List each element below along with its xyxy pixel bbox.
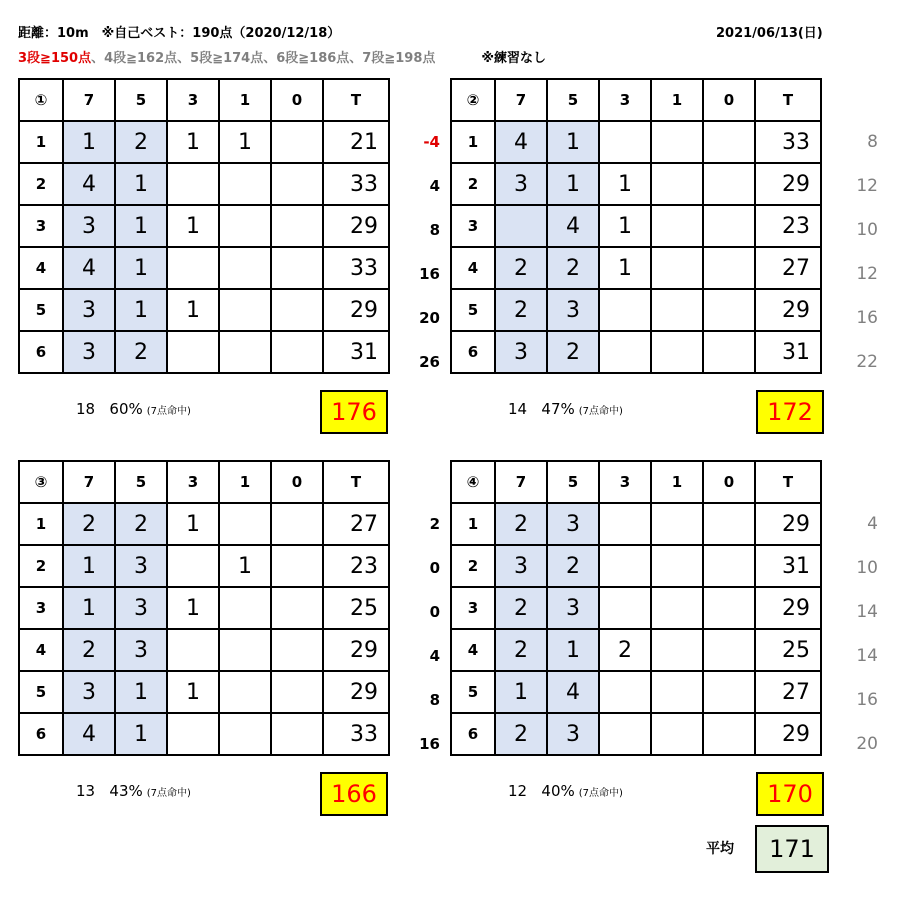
count-1 [651, 163, 703, 205]
count-1 [651, 289, 703, 331]
table-row [451, 629, 821, 671]
row-total: 29 [323, 289, 389, 331]
row-number: 4 [19, 629, 63, 671]
count-1: 1 [219, 545, 271, 587]
row-total: 25 [755, 629, 821, 671]
col-header-7: 7 [63, 461, 115, 503]
average-value: 171 [755, 825, 829, 873]
count-3 [167, 713, 219, 755]
table-row [19, 713, 389, 755]
hit-percent: 60% [109, 400, 143, 418]
count-0 [703, 629, 755, 671]
row-number: 3 [451, 587, 495, 629]
table-row [19, 205, 389, 247]
round-4-total: 170 [756, 772, 824, 816]
count-0 [703, 163, 755, 205]
row-number: 4 [451, 629, 495, 671]
round-1-table [18, 78, 390, 374]
count-3: 1 [167, 121, 219, 163]
row-number: 5 [451, 671, 495, 713]
count-5: 3 [115, 587, 167, 629]
row-total: 29 [755, 163, 821, 205]
count-7: 2 [495, 289, 547, 331]
row-number: 1 [19, 503, 63, 545]
diff-value: 8 [867, 132, 878, 152]
count-5: 1 [115, 671, 167, 713]
round-2-stats [508, 400, 623, 418]
count-1 [219, 247, 271, 289]
row-total: 29 [323, 671, 389, 713]
diff-value: 16 [419, 265, 440, 283]
row-total: 31 [755, 545, 821, 587]
count-7: 2 [495, 629, 547, 671]
count-5: 3 [547, 503, 599, 545]
count-7: 2 [495, 587, 547, 629]
row-total: 27 [755, 247, 821, 289]
count-0 [271, 121, 323, 163]
row-total: 33 [323, 163, 389, 205]
table-row [451, 121, 821, 163]
row-number: 1 [451, 503, 495, 545]
count-1 [219, 289, 271, 331]
count-0 [703, 671, 755, 713]
hit-note: (7点命中) [146, 788, 191, 799]
table-row [451, 331, 821, 373]
row-number: 2 [451, 163, 495, 205]
col-header-7: 7 [63, 79, 115, 121]
count-1 [219, 713, 271, 755]
row-number: 6 [19, 331, 63, 373]
count-3 [599, 331, 651, 373]
count-5: 3 [547, 289, 599, 331]
row-number: 1 [19, 121, 63, 163]
count-0 [703, 289, 755, 331]
row-number: 2 [19, 163, 63, 205]
col-header-1: 1 [651, 79, 703, 121]
hit-note: (7点命中) [146, 406, 191, 417]
count-3 [599, 671, 651, 713]
diff-value: 20 [856, 734, 878, 754]
count-1 [219, 671, 271, 713]
count-0 [271, 713, 323, 755]
count-3: 1 [167, 205, 219, 247]
diff-value: 4 [867, 514, 878, 534]
round-1-stats [76, 400, 191, 418]
count-1 [651, 121, 703, 163]
hit-count: 13 [76, 782, 96, 800]
table-row [19, 503, 389, 545]
diff-value: 12 [856, 264, 878, 284]
row-number: 6 [451, 331, 495, 373]
row-total: 27 [323, 503, 389, 545]
count-5: 2 [115, 121, 167, 163]
row-number: 6 [451, 713, 495, 755]
row-number: 3 [451, 205, 495, 247]
count-0 [703, 247, 755, 289]
table-row [19, 629, 389, 671]
count-1 [651, 629, 703, 671]
count-7: 4 [63, 163, 115, 205]
round-3-stats [76, 782, 191, 800]
count-3 [167, 163, 219, 205]
count-7: 4 [495, 121, 547, 163]
count-1 [651, 331, 703, 373]
count-7: 2 [63, 629, 115, 671]
count-5: 2 [547, 247, 599, 289]
count-0 [703, 121, 755, 163]
diff-value: 4 [429, 177, 440, 195]
diff-value: 8 [429, 221, 440, 239]
count-1 [651, 587, 703, 629]
col-header-5: 5 [115, 461, 167, 503]
row-total: 33 [755, 121, 821, 163]
count-3: 1 [167, 671, 219, 713]
hit-percent: 40% [541, 782, 575, 800]
row-number: 1 [451, 121, 495, 163]
count-0 [271, 671, 323, 713]
round-1-total: 176 [320, 390, 388, 434]
diff-value: 22 [856, 352, 878, 372]
count-0 [703, 587, 755, 629]
count-7: 3 [63, 671, 115, 713]
col-header-5: 5 [547, 461, 599, 503]
count-7: 3 [495, 163, 547, 205]
count-0 [271, 503, 323, 545]
count-5: 1 [115, 247, 167, 289]
row-total: 33 [323, 247, 389, 289]
count-7: 3 [63, 205, 115, 247]
table-row [451, 545, 821, 587]
col-header-5: 5 [547, 79, 599, 121]
diff-value: 16 [856, 308, 878, 328]
round-4-table [450, 460, 822, 756]
table-row [19, 121, 389, 163]
table-row [451, 671, 821, 713]
hit-percent: 43% [109, 782, 143, 800]
count-3 [167, 331, 219, 373]
count-5: 3 [115, 545, 167, 587]
count-0 [703, 713, 755, 755]
count-3 [599, 503, 651, 545]
count-5: 1 [115, 205, 167, 247]
count-3: 1 [167, 289, 219, 331]
distance-best-header: 距離：10m ※自己ベスト：190点（2020/12/18） [18, 26, 341, 41]
col-header-3: 3 [167, 461, 219, 503]
table-row [451, 587, 821, 629]
count-0 [271, 205, 323, 247]
table-row [19, 247, 389, 289]
count-3 [599, 289, 651, 331]
col-header-7: 7 [495, 461, 547, 503]
round-3-table [18, 460, 390, 756]
round-3-total: 166 [320, 772, 388, 816]
diff-value: 10 [856, 220, 878, 240]
count-1 [219, 163, 271, 205]
row-number: 5 [451, 289, 495, 331]
row-total: 29 [323, 629, 389, 671]
count-1 [219, 205, 271, 247]
row-total: 29 [755, 587, 821, 629]
count-7: 2 [495, 503, 547, 545]
diff-value: 16 [419, 735, 440, 753]
row-number: 2 [19, 545, 63, 587]
count-7: 1 [63, 545, 115, 587]
diff-value: 14 [856, 646, 878, 666]
table-row [451, 289, 821, 331]
row-number: 3 [19, 205, 63, 247]
diff-value: 2 [429, 515, 440, 533]
hit-note: (7点命中) [578, 788, 623, 799]
count-5: 3 [115, 629, 167, 671]
count-0 [271, 247, 323, 289]
count-3 [599, 121, 651, 163]
count-5: 3 [547, 713, 599, 755]
count-0 [703, 331, 755, 373]
count-1 [651, 247, 703, 289]
row-number: 6 [19, 713, 63, 755]
hit-count: 12 [508, 782, 528, 800]
count-3 [167, 247, 219, 289]
count-3 [167, 545, 219, 587]
col-header-total: T [323, 79, 389, 121]
count-5: 3 [547, 587, 599, 629]
col-header-5: 5 [115, 79, 167, 121]
diff-value: 8 [429, 691, 440, 709]
col-header-0: 0 [703, 79, 755, 121]
row-number: 4 [451, 247, 495, 289]
date-label: 2021/06/13(日) [716, 26, 823, 41]
col-header-1: 1 [219, 461, 271, 503]
col-header-0: 0 [703, 461, 755, 503]
round-symbol: ① [19, 79, 63, 121]
row-total: 29 [323, 205, 389, 247]
rank-threshold-3dan: 3段≧150点 [18, 51, 92, 66]
diff-value: 0 [429, 559, 440, 577]
count-7: 1 [495, 671, 547, 713]
row-number: 4 [19, 247, 63, 289]
col-header-total: T [755, 461, 821, 503]
hit-count: 18 [76, 400, 96, 418]
count-0 [271, 289, 323, 331]
count-1 [219, 587, 271, 629]
table-row [451, 503, 821, 545]
count-0 [271, 545, 323, 587]
count-0 [703, 545, 755, 587]
count-7: 4 [63, 247, 115, 289]
count-1 [651, 545, 703, 587]
hit-count: 14 [508, 400, 528, 418]
table-row [19, 671, 389, 713]
count-3: 2 [599, 629, 651, 671]
count-5: 1 [115, 713, 167, 755]
row-number: 2 [451, 545, 495, 587]
count-3 [599, 713, 651, 755]
diff-value: 26 [419, 353, 440, 371]
row-total: 29 [755, 289, 821, 331]
count-0 [271, 163, 323, 205]
diff-value: 14 [856, 602, 878, 622]
count-3: 1 [599, 163, 651, 205]
diff-value: 12 [856, 176, 878, 196]
practice-note: ※練習なし [481, 51, 547, 66]
count-3 [599, 587, 651, 629]
col-header-1: 1 [219, 79, 271, 121]
hit-percent: 47% [541, 400, 575, 418]
row-total: 29 [755, 713, 821, 755]
hit-note: (7点命中) [578, 406, 623, 417]
diff-value: 4 [429, 647, 440, 665]
table-row [19, 289, 389, 331]
col-header-total: T [755, 79, 821, 121]
count-5: 4 [547, 205, 599, 247]
diff-value: 16 [856, 690, 878, 710]
table-row [19, 545, 389, 587]
count-1 [219, 629, 271, 671]
count-0 [271, 331, 323, 373]
row-total: 29 [755, 503, 821, 545]
row-total: 33 [323, 713, 389, 755]
table-row [19, 331, 389, 373]
table-row [451, 163, 821, 205]
table-row [451, 713, 821, 755]
count-5: 1 [547, 629, 599, 671]
count-3: 1 [599, 247, 651, 289]
count-5: 2 [547, 545, 599, 587]
count-0 [703, 205, 755, 247]
count-3 [599, 545, 651, 587]
count-7: 3 [63, 331, 115, 373]
col-header-3: 3 [167, 79, 219, 121]
count-7: 2 [63, 503, 115, 545]
count-0 [271, 587, 323, 629]
count-0 [271, 629, 323, 671]
rank-thresholds [18, 47, 546, 66]
row-total: 27 [755, 671, 821, 713]
count-1 [219, 503, 271, 545]
count-7: 2 [495, 247, 547, 289]
count-5: 2 [115, 503, 167, 545]
col-header-0: 0 [271, 461, 323, 503]
count-7: 2 [495, 713, 547, 755]
count-5: 2 [115, 331, 167, 373]
count-7: 3 [63, 289, 115, 331]
row-total: 25 [323, 587, 389, 629]
table-row [451, 247, 821, 289]
count-3: 1 [167, 503, 219, 545]
diff-value: -4 [423, 133, 440, 151]
average-label: 平均 [706, 841, 734, 857]
diff-value: 0 [429, 603, 440, 621]
round-4-stats [508, 782, 623, 800]
row-total: 23 [755, 205, 821, 247]
row-total: 31 [323, 331, 389, 373]
count-5: 4 [547, 671, 599, 713]
diff-value: 20 [419, 309, 440, 327]
count-1 [651, 503, 703, 545]
count-7: 3 [495, 545, 547, 587]
col-header-0: 0 [271, 79, 323, 121]
count-5: 1 [115, 163, 167, 205]
col-header-total: T [323, 461, 389, 503]
round-symbol: ③ [19, 461, 63, 503]
count-1: 1 [219, 121, 271, 163]
col-header-7: 7 [495, 79, 547, 121]
count-7 [495, 205, 547, 247]
round-2-total: 172 [756, 390, 824, 434]
table-row [19, 163, 389, 205]
count-5: 1 [547, 121, 599, 163]
row-total: 31 [755, 331, 821, 373]
row-number: 5 [19, 671, 63, 713]
count-1 [651, 713, 703, 755]
row-number: 3 [19, 587, 63, 629]
row-number: 5 [19, 289, 63, 331]
row-total: 23 [323, 545, 389, 587]
count-5: 1 [547, 163, 599, 205]
rank-threshold-others: 、4段≧162点、5段≧174点、6段≧186点、7段≧198点 [91, 51, 436, 66]
row-total: 21 [323, 121, 389, 163]
count-5: 2 [547, 331, 599, 373]
round-symbol: ④ [451, 461, 495, 503]
table-row [19, 587, 389, 629]
col-header-3: 3 [599, 79, 651, 121]
count-1 [219, 331, 271, 373]
count-7: 1 [63, 121, 115, 163]
col-header-3: 3 [599, 461, 651, 503]
count-3 [167, 629, 219, 671]
count-5: 1 [115, 289, 167, 331]
count-7: 3 [495, 331, 547, 373]
count-0 [703, 503, 755, 545]
count-3: 1 [167, 587, 219, 629]
table-row [451, 205, 821, 247]
diff-value: 10 [856, 558, 878, 578]
round-2-table [450, 78, 822, 374]
col-header-1: 1 [651, 461, 703, 503]
count-1 [651, 671, 703, 713]
round-symbol: ② [451, 79, 495, 121]
count-1 [651, 205, 703, 247]
count-3: 1 [599, 205, 651, 247]
count-7: 1 [63, 587, 115, 629]
count-7: 4 [63, 713, 115, 755]
